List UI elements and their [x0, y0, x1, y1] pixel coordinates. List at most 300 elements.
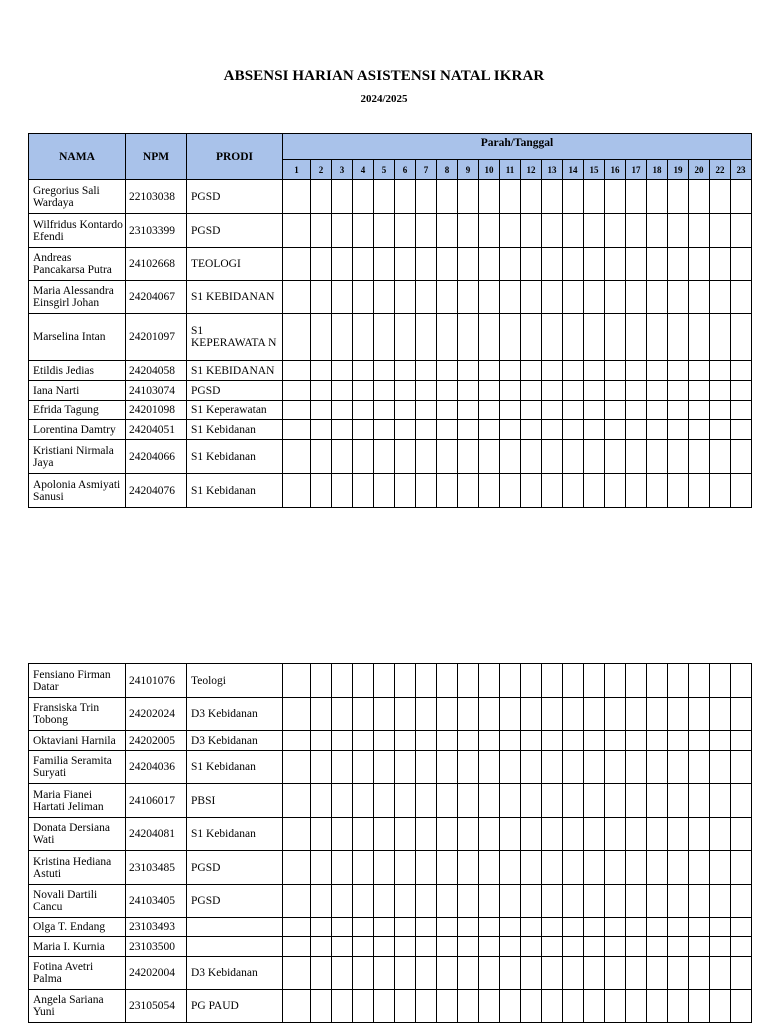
- attendance-cell[interactable]: [500, 420, 521, 440]
- attendance-cell[interactable]: [437, 751, 458, 784]
- attendance-cell[interactable]: [374, 440, 395, 474]
- attendance-cell[interactable]: [332, 784, 353, 818]
- attendance-cell[interactable]: [584, 361, 605, 381]
- attendance-cell[interactable]: [311, 314, 332, 361]
- attendance-cell[interactable]: [416, 180, 437, 214]
- attendance-cell[interactable]: [710, 818, 731, 851]
- attendance-cell[interactable]: [626, 957, 647, 990]
- attendance-cell[interactable]: [542, 885, 563, 918]
- attendance-cell[interactable]: [283, 248, 311, 281]
- attendance-cell[interactable]: [584, 731, 605, 751]
- attendance-cell[interactable]: [479, 214, 500, 248]
- attendance-cell[interactable]: [283, 440, 311, 474]
- attendance-cell[interactable]: [605, 248, 626, 281]
- attendance-cell[interactable]: [731, 474, 752, 508]
- attendance-cell[interactable]: [605, 664, 626, 698]
- attendance-cell[interactable]: [584, 401, 605, 420]
- attendance-cell[interactable]: [605, 751, 626, 784]
- attendance-cell[interactable]: [689, 918, 710, 937]
- attendance-cell[interactable]: [731, 214, 752, 248]
- attendance-cell[interactable]: [584, 248, 605, 281]
- attendance-cell[interactable]: [283, 401, 311, 420]
- attendance-cell[interactable]: [416, 784, 437, 818]
- attendance-cell[interactable]: [353, 937, 374, 957]
- attendance-cell[interactable]: [647, 248, 668, 281]
- attendance-cell[interactable]: [731, 818, 752, 851]
- attendance-cell[interactable]: [542, 314, 563, 361]
- attendance-cell[interactable]: [731, 937, 752, 957]
- attendance-cell[interactable]: [283, 885, 311, 918]
- attendance-cell[interactable]: [458, 361, 479, 381]
- attendance-cell[interactable]: [311, 281, 332, 314]
- attendance-cell[interactable]: [416, 990, 437, 1023]
- attendance-cell[interactable]: [437, 281, 458, 314]
- attendance-cell[interactable]: [689, 818, 710, 851]
- attendance-cell[interactable]: [500, 248, 521, 281]
- attendance-cell[interactable]: [626, 918, 647, 937]
- attendance-cell[interactable]: [353, 248, 374, 281]
- attendance-cell[interactable]: [332, 401, 353, 420]
- attendance-cell[interactable]: [689, 851, 710, 885]
- attendance-cell[interactable]: [395, 918, 416, 937]
- attendance-cell[interactable]: [521, 440, 542, 474]
- attendance-cell[interactable]: [395, 474, 416, 508]
- attendance-cell[interactable]: [353, 751, 374, 784]
- attendance-cell[interactable]: [500, 957, 521, 990]
- attendance-cell[interactable]: [605, 698, 626, 731]
- attendance-cell[interactable]: [605, 851, 626, 885]
- attendance-cell[interactable]: [479, 440, 500, 474]
- attendance-cell[interactable]: [584, 957, 605, 990]
- attendance-cell[interactable]: [283, 937, 311, 957]
- attendance-cell[interactable]: [731, 731, 752, 751]
- attendance-cell[interactable]: [283, 361, 311, 381]
- attendance-cell[interactable]: [479, 885, 500, 918]
- attendance-cell[interactable]: [311, 818, 332, 851]
- attendance-cell[interactable]: [416, 885, 437, 918]
- attendance-cell[interactable]: [479, 851, 500, 885]
- attendance-cell[interactable]: [437, 248, 458, 281]
- attendance-cell[interactable]: [647, 784, 668, 818]
- attendance-cell[interactable]: [584, 851, 605, 885]
- attendance-cell[interactable]: [584, 180, 605, 214]
- attendance-cell[interactable]: [311, 885, 332, 918]
- attendance-cell[interactable]: [311, 420, 332, 440]
- attendance-cell[interactable]: [563, 314, 584, 361]
- attendance-cell[interactable]: [542, 937, 563, 957]
- attendance-cell[interactable]: [542, 401, 563, 420]
- attendance-cell[interactable]: [458, 818, 479, 851]
- attendance-cell[interactable]: [542, 918, 563, 937]
- attendance-cell[interactable]: [521, 957, 542, 990]
- attendance-cell[interactable]: [395, 731, 416, 751]
- attendance-cell[interactable]: [710, 731, 731, 751]
- attendance-cell[interactable]: [605, 361, 626, 381]
- attendance-cell[interactable]: [647, 180, 668, 214]
- attendance-cell[interactable]: [332, 180, 353, 214]
- attendance-cell[interactable]: [374, 361, 395, 381]
- attendance-cell[interactable]: [437, 851, 458, 885]
- attendance-cell[interactable]: [668, 401, 689, 420]
- attendance-cell[interactable]: [374, 474, 395, 508]
- attendance-cell[interactable]: [563, 937, 584, 957]
- attendance-cell[interactable]: [731, 180, 752, 214]
- attendance-cell[interactable]: [689, 381, 710, 401]
- attendance-cell[interactable]: [731, 420, 752, 440]
- attendance-cell[interactable]: [479, 957, 500, 990]
- attendance-cell[interactable]: [647, 818, 668, 851]
- attendance-cell[interactable]: [283, 990, 311, 1023]
- attendance-cell[interactable]: [416, 361, 437, 381]
- attendance-cell[interactable]: [584, 918, 605, 937]
- attendance-cell[interactable]: [437, 401, 458, 420]
- attendance-cell[interactable]: [605, 314, 626, 361]
- attendance-cell[interactable]: [521, 818, 542, 851]
- attendance-cell[interactable]: [374, 885, 395, 918]
- attendance-cell[interactable]: [416, 937, 437, 957]
- attendance-cell[interactable]: [311, 698, 332, 731]
- attendance-cell[interactable]: [710, 381, 731, 401]
- attendance-cell[interactable]: [395, 784, 416, 818]
- attendance-cell[interactable]: [332, 361, 353, 381]
- attendance-cell[interactable]: [353, 420, 374, 440]
- attendance-cell[interactable]: [689, 957, 710, 990]
- attendance-cell[interactable]: [374, 698, 395, 731]
- attendance-cell[interactable]: [731, 751, 752, 784]
- attendance-cell[interactable]: [521, 180, 542, 214]
- attendance-cell[interactable]: [479, 381, 500, 401]
- attendance-cell[interactable]: [479, 731, 500, 751]
- attendance-cell[interactable]: [395, 361, 416, 381]
- attendance-cell[interactable]: [283, 664, 311, 698]
- attendance-cell[interactable]: [311, 214, 332, 248]
- attendance-cell[interactable]: [584, 698, 605, 731]
- attendance-cell[interactable]: [374, 381, 395, 401]
- attendance-cell[interactable]: [395, 990, 416, 1023]
- attendance-cell[interactable]: [374, 281, 395, 314]
- attendance-cell[interactable]: [731, 698, 752, 731]
- attendance-cell[interactable]: [283, 731, 311, 751]
- attendance-cell[interactable]: [668, 381, 689, 401]
- attendance-cell[interactable]: [626, 420, 647, 440]
- attendance-cell[interactable]: [500, 937, 521, 957]
- attendance-cell[interactable]: [521, 731, 542, 751]
- attendance-cell[interactable]: [542, 818, 563, 851]
- attendance-cell[interactable]: [395, 381, 416, 401]
- attendance-cell[interactable]: [563, 420, 584, 440]
- attendance-cell[interactable]: [437, 214, 458, 248]
- attendance-cell[interactable]: [521, 664, 542, 698]
- attendance-cell[interactable]: [458, 698, 479, 731]
- attendance-cell[interactable]: [395, 937, 416, 957]
- attendance-cell[interactable]: [542, 751, 563, 784]
- attendance-cell[interactable]: [311, 851, 332, 885]
- attendance-cell[interactable]: [458, 401, 479, 420]
- attendance-cell[interactable]: [563, 440, 584, 474]
- attendance-cell[interactable]: [458, 248, 479, 281]
- attendance-cell[interactable]: [479, 990, 500, 1023]
- attendance-cell[interactable]: [283, 381, 311, 401]
- attendance-cell[interactable]: [353, 474, 374, 508]
- attendance-cell[interactable]: [647, 698, 668, 731]
- attendance-cell[interactable]: [437, 314, 458, 361]
- attendance-cell[interactable]: [479, 918, 500, 937]
- attendance-cell[interactable]: [647, 314, 668, 361]
- attendance-cell[interactable]: [605, 784, 626, 818]
- attendance-cell[interactable]: [437, 885, 458, 918]
- attendance-cell[interactable]: [500, 381, 521, 401]
- attendance-cell[interactable]: [283, 420, 311, 440]
- attendance-cell[interactable]: [689, 751, 710, 784]
- attendance-cell[interactable]: [395, 440, 416, 474]
- attendance-cell[interactable]: [500, 401, 521, 420]
- attendance-cell[interactable]: [311, 401, 332, 420]
- attendance-cell[interactable]: [311, 918, 332, 937]
- attendance-cell[interactable]: [689, 731, 710, 751]
- attendance-cell[interactable]: [731, 664, 752, 698]
- attendance-cell[interactable]: [710, 937, 731, 957]
- attendance-cell[interactable]: [283, 698, 311, 731]
- attendance-cell[interactable]: [563, 214, 584, 248]
- attendance-cell[interactable]: [458, 990, 479, 1023]
- attendance-cell[interactable]: [668, 314, 689, 361]
- attendance-cell[interactable]: [584, 937, 605, 957]
- attendance-cell[interactable]: [689, 474, 710, 508]
- attendance-cell[interactable]: [647, 281, 668, 314]
- attendance-cell[interactable]: [584, 751, 605, 784]
- attendance-cell[interactable]: [395, 698, 416, 731]
- attendance-cell[interactable]: [332, 420, 353, 440]
- attendance-cell[interactable]: [283, 818, 311, 851]
- attendance-cell[interactable]: [584, 664, 605, 698]
- attendance-cell[interactable]: [311, 180, 332, 214]
- attendance-cell[interactable]: [647, 440, 668, 474]
- attendance-cell[interactable]: [500, 698, 521, 731]
- attendance-cell[interactable]: [668, 214, 689, 248]
- attendance-cell[interactable]: [689, 314, 710, 361]
- attendance-cell[interactable]: [458, 851, 479, 885]
- attendance-cell[interactable]: [332, 381, 353, 401]
- attendance-cell[interactable]: [332, 698, 353, 731]
- attendance-cell[interactable]: [563, 731, 584, 751]
- attendance-cell[interactable]: [416, 281, 437, 314]
- attendance-cell[interactable]: [731, 361, 752, 381]
- attendance-cell[interactable]: [626, 937, 647, 957]
- attendance-cell[interactable]: [689, 361, 710, 381]
- attendance-cell[interactable]: [479, 664, 500, 698]
- attendance-cell[interactable]: [689, 180, 710, 214]
- attendance-cell[interactable]: [283, 851, 311, 885]
- attendance-cell[interactable]: [668, 281, 689, 314]
- attendance-cell[interactable]: [626, 214, 647, 248]
- attendance-cell[interactable]: [710, 180, 731, 214]
- attendance-cell[interactable]: [710, 361, 731, 381]
- attendance-cell[interactable]: [500, 664, 521, 698]
- attendance-cell[interactable]: [332, 885, 353, 918]
- attendance-cell[interactable]: [374, 818, 395, 851]
- attendance-cell[interactable]: [521, 420, 542, 440]
- attendance-cell[interactable]: [542, 420, 563, 440]
- attendance-cell[interactable]: [416, 401, 437, 420]
- attendance-cell[interactable]: [458, 281, 479, 314]
- attendance-cell[interactable]: [374, 990, 395, 1023]
- attendance-cell[interactable]: [479, 420, 500, 440]
- attendance-cell[interactable]: [395, 180, 416, 214]
- attendance-cell[interactable]: [542, 248, 563, 281]
- attendance-cell[interactable]: [668, 248, 689, 281]
- attendance-cell[interactable]: [458, 731, 479, 751]
- attendance-cell[interactable]: [283, 474, 311, 508]
- attendance-cell[interactable]: [500, 281, 521, 314]
- attendance-cell[interactable]: [311, 957, 332, 990]
- attendance-cell[interactable]: [584, 440, 605, 474]
- attendance-cell[interactable]: [521, 698, 542, 731]
- attendance-cell[interactable]: [332, 474, 353, 508]
- attendance-cell[interactable]: [563, 885, 584, 918]
- attendance-cell[interactable]: [416, 818, 437, 851]
- attendance-cell[interactable]: [437, 698, 458, 731]
- attendance-cell[interactable]: [437, 957, 458, 990]
- attendance-cell[interactable]: [353, 440, 374, 474]
- attendance-cell[interactable]: [710, 957, 731, 990]
- attendance-cell[interactable]: [311, 751, 332, 784]
- attendance-cell[interactable]: [563, 698, 584, 731]
- attendance-cell[interactable]: [668, 885, 689, 918]
- attendance-cell[interactable]: [458, 180, 479, 214]
- attendance-cell[interactable]: [521, 784, 542, 818]
- attendance-cell[interactable]: [283, 180, 311, 214]
- attendance-cell[interactable]: [668, 474, 689, 508]
- attendance-cell[interactable]: [437, 918, 458, 937]
- attendance-cell[interactable]: [563, 990, 584, 1023]
- attendance-cell[interactable]: [395, 751, 416, 784]
- attendance-cell[interactable]: [521, 474, 542, 508]
- attendance-cell[interactable]: [605, 937, 626, 957]
- attendance-cell[interactable]: [710, 420, 731, 440]
- attendance-cell[interactable]: [584, 381, 605, 401]
- attendance-cell[interactable]: [500, 851, 521, 885]
- attendance-cell[interactable]: [689, 281, 710, 314]
- attendance-cell[interactable]: [521, 248, 542, 281]
- attendance-cell[interactable]: [626, 314, 647, 361]
- attendance-cell[interactable]: [731, 381, 752, 401]
- attendance-cell[interactable]: [563, 248, 584, 281]
- attendance-cell[interactable]: [605, 990, 626, 1023]
- attendance-cell[interactable]: [584, 990, 605, 1023]
- attendance-cell[interactable]: [353, 664, 374, 698]
- attendance-cell[interactable]: [500, 361, 521, 381]
- attendance-cell[interactable]: [479, 937, 500, 957]
- attendance-cell[interactable]: [647, 214, 668, 248]
- attendance-cell[interactable]: [521, 937, 542, 957]
- attendance-cell[interactable]: [283, 751, 311, 784]
- attendance-cell[interactable]: [563, 180, 584, 214]
- attendance-cell[interactable]: [374, 851, 395, 885]
- attendance-cell[interactable]: [605, 420, 626, 440]
- attendance-cell[interactable]: [731, 440, 752, 474]
- attendance-cell[interactable]: [479, 784, 500, 818]
- attendance-cell[interactable]: [458, 214, 479, 248]
- attendance-cell[interactable]: [437, 381, 458, 401]
- attendance-cell[interactable]: [374, 401, 395, 420]
- attendance-cell[interactable]: [710, 885, 731, 918]
- attendance-cell[interactable]: [311, 440, 332, 474]
- attendance-cell[interactable]: [626, 281, 647, 314]
- attendance-cell[interactable]: [332, 957, 353, 990]
- attendance-cell[interactable]: [395, 314, 416, 361]
- attendance-cell[interactable]: [479, 751, 500, 784]
- attendance-cell[interactable]: [626, 751, 647, 784]
- attendance-cell[interactable]: [626, 381, 647, 401]
- attendance-cell[interactable]: [626, 784, 647, 818]
- attendance-cell[interactable]: [479, 698, 500, 731]
- attendance-cell[interactable]: [283, 957, 311, 990]
- attendance-cell[interactable]: [283, 918, 311, 937]
- attendance-cell[interactable]: [542, 731, 563, 751]
- attendance-cell[interactable]: [500, 918, 521, 937]
- attendance-cell[interactable]: [626, 851, 647, 885]
- attendance-cell[interactable]: [542, 281, 563, 314]
- attendance-cell[interactable]: [374, 420, 395, 440]
- attendance-cell[interactable]: [605, 214, 626, 248]
- attendance-cell[interactable]: [332, 990, 353, 1023]
- attendance-cell[interactable]: [500, 885, 521, 918]
- attendance-cell[interactable]: [353, 918, 374, 937]
- attendance-cell[interactable]: [332, 751, 353, 784]
- attendance-cell[interactable]: [458, 440, 479, 474]
- attendance-cell[interactable]: [647, 731, 668, 751]
- attendance-cell[interactable]: [374, 214, 395, 248]
- attendance-cell[interactable]: [584, 474, 605, 508]
- attendance-cell[interactable]: [353, 180, 374, 214]
- attendance-cell[interactable]: [374, 731, 395, 751]
- attendance-cell[interactable]: [647, 664, 668, 698]
- attendance-cell[interactable]: [668, 664, 689, 698]
- attendance-cell[interactable]: [437, 937, 458, 957]
- attendance-cell[interactable]: [353, 818, 374, 851]
- attendance-cell[interactable]: [311, 937, 332, 957]
- attendance-cell[interactable]: [668, 990, 689, 1023]
- attendance-cell[interactable]: [605, 474, 626, 508]
- attendance-cell[interactable]: [563, 664, 584, 698]
- attendance-cell[interactable]: [500, 440, 521, 474]
- attendance-cell[interactable]: [605, 818, 626, 851]
- attendance-cell[interactable]: [584, 281, 605, 314]
- attendance-cell[interactable]: [416, 731, 437, 751]
- attendance-cell[interactable]: [605, 281, 626, 314]
- attendance-cell[interactable]: [689, 937, 710, 957]
- attendance-cell[interactable]: [689, 784, 710, 818]
- attendance-cell[interactable]: [332, 918, 353, 937]
- attendance-cell[interactable]: [668, 731, 689, 751]
- attendance-cell[interactable]: [500, 990, 521, 1023]
- attendance-cell[interactable]: [542, 990, 563, 1023]
- attendance-cell[interactable]: [563, 784, 584, 818]
- attendance-cell[interactable]: [395, 851, 416, 885]
- attendance-cell[interactable]: [500, 180, 521, 214]
- attendance-cell[interactable]: [689, 420, 710, 440]
- attendance-cell[interactable]: [626, 698, 647, 731]
- attendance-cell[interactable]: [437, 731, 458, 751]
- attendance-cell[interactable]: [710, 314, 731, 361]
- attendance-cell[interactable]: [283, 314, 311, 361]
- attendance-cell[interactable]: [374, 937, 395, 957]
- attendance-cell[interactable]: [647, 851, 668, 885]
- attendance-cell[interactable]: [584, 784, 605, 818]
- attendance-cell[interactable]: [584, 885, 605, 918]
- attendance-cell[interactable]: [500, 784, 521, 818]
- attendance-cell[interactable]: [521, 851, 542, 885]
